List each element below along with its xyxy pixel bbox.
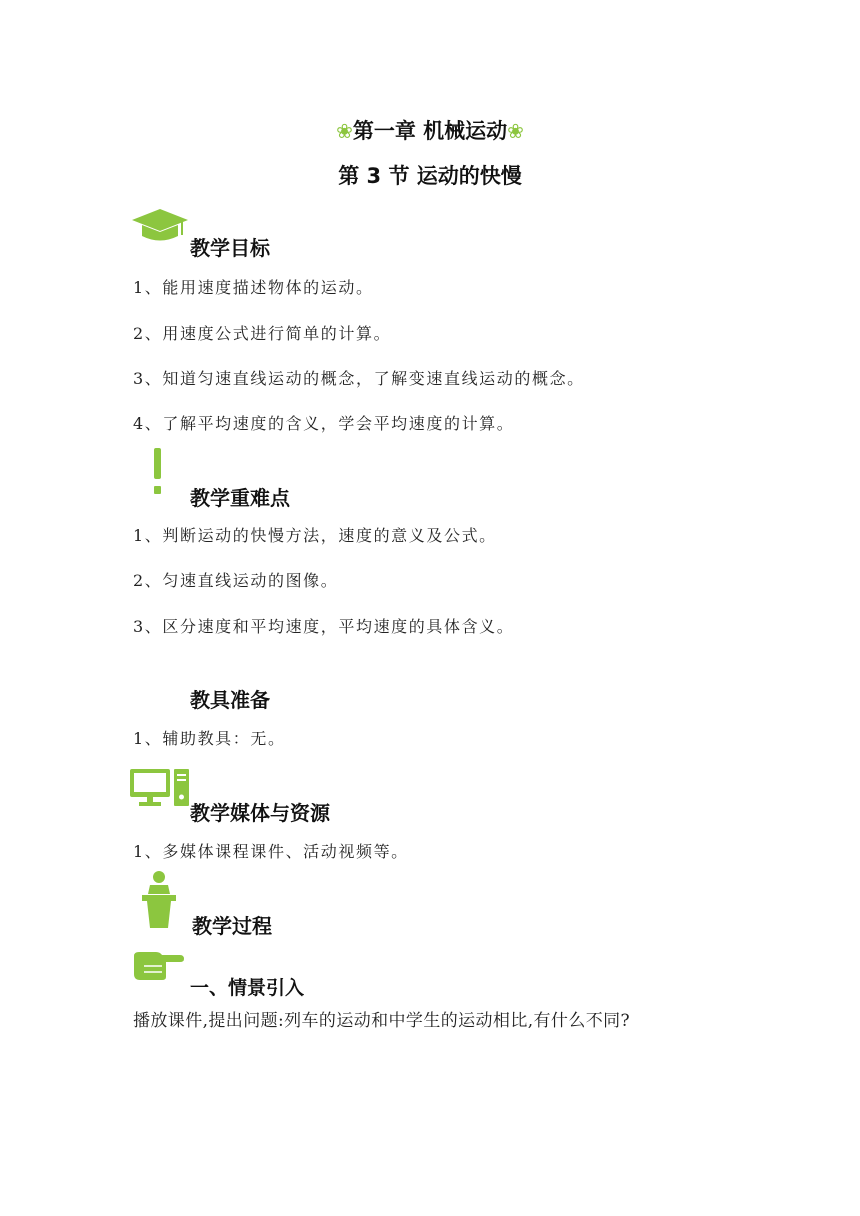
goal-item-3: 3、知道匀速直线运动的概念，了解变速直线运动的概念。 <box>133 369 585 388</box>
chapter-title <box>0 115 860 145</box>
graduation-cap-icon <box>132 209 188 243</box>
key-points-heading: 教学重难点 <box>190 486 290 510</box>
process-heading: 教学过程 <box>192 914 272 938</box>
goal-item-1: 1、能用速度描述物体的运动。 <box>133 278 374 297</box>
intro-text: 播放课件,提出问题:列车的运动和中学生的运动相比,有什么不同? <box>133 1011 631 1031</box>
exclamation-icon <box>151 448 165 496</box>
goals-heading: 教学目标 <box>190 236 270 260</box>
podium-speaker-icon <box>142 870 176 930</box>
tool-item-1: 1、辅助教具：无。 <box>133 729 286 748</box>
chapter-title-text: 第一章 机械运动 <box>352 119 508 143</box>
intro-heading: 一、情景引入 <box>190 977 305 999</box>
goal-item-2: 2、用速度公式进行简单的计算。 <box>133 324 392 343</box>
flower-ornament-icon: ❀ <box>507 119 524 143</box>
goal-item-4: 4、了解平均速度的含义，学会平均速度的计算。 <box>133 414 515 433</box>
flower-ornament-icon: ❀ <box>336 119 353 143</box>
tools-heading: 教具准备 <box>190 688 270 712</box>
key-point-item-3: 3、区分速度和平均速度，平均速度的具体含义。 <box>133 617 515 636</box>
section-title: 第 3 节 运动的快慢 <box>338 164 522 188</box>
media-item-1: 1、多媒体课程课件、活动视频等。 <box>133 842 409 861</box>
pointing-hand-icon <box>132 950 184 980</box>
media-heading: 教学媒体与资源 <box>190 801 330 825</box>
key-point-item-1: 1、判断运动的快慢方法，速度的意义及公式。 <box>133 526 497 545</box>
key-point-item-2: 2、匀速直线运动的图像。 <box>133 571 339 590</box>
computer-icon <box>130 769 190 807</box>
